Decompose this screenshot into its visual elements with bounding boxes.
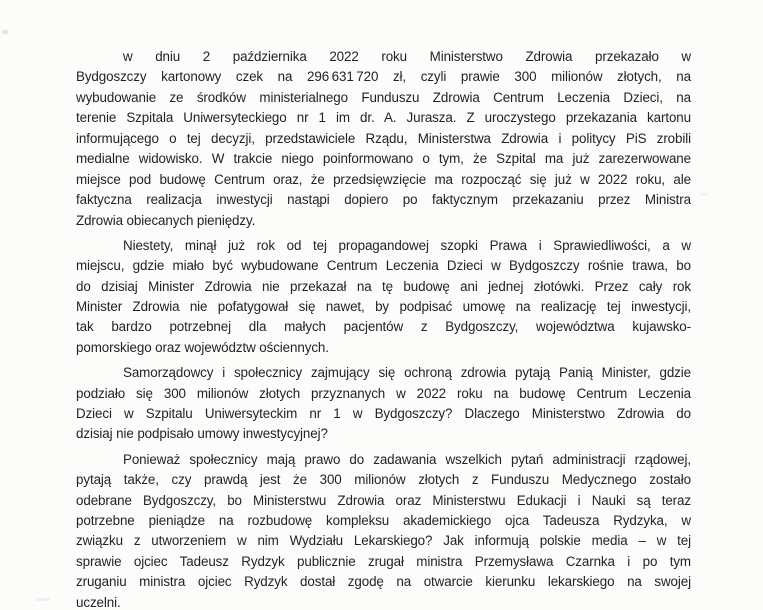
text-line: Zdrowia obiecanych pieniędzy. bbox=[76, 212, 256, 228]
text-line: Samorządowcy i społecznicy zajmujący się ochroną zdrowia pytają Panią Minister, gdzie bbox=[123, 365, 691, 381]
text-line: tak bardzo potrzebnej dla małych pacjentów z Bydgoszczy, województwa kujawsko- bbox=[76, 319, 691, 335]
text-line: miejscu, gdzie miało być wybudowane Centrum Leczenia Dzieci w Bydgoszczy rośnie trawa, bo bbox=[76, 258, 691, 274]
text-line: miejsce pod budowę Centrum oraz, że przedsięwzięcie ma rozpocząć się już w 2022 roku, ale bbox=[76, 171, 691, 187]
text-line: informującego o tej decyzji, przedstawiciele Rządu, Ministerstwa Zdrowia i politycy PiS zrobili bbox=[76, 130, 691, 146]
paragraph-2 bbox=[76, 236, 691, 359]
text-line: wybudowanie ze środków ministerialnego Funduszu Zdrowia Centrum Leczenia Dzieci, na bbox=[76, 89, 691, 105]
text-line: Niestety, minął już rok od tej propagandowej szopki Prawa i Sprawiedliwości, a w bbox=[123, 237, 691, 253]
text-line: w dniu 2 października 2022 roku Ministerstwo Zdrowia przekazało w bbox=[123, 49, 691, 64]
text-line: terenie Szpitala Uniwersyteckiego nr 1 im dr. A. Jurasza. Z uroczystego przekazania kartonu bbox=[76, 110, 691, 126]
document-body bbox=[76, 47, 691, 610]
text-line: medialne widowisko. W trakcie niego poinformowano o tym, że Szpital ma już zarezerwowane bbox=[76, 151, 691, 167]
scan-artifact bbox=[700, 193, 708, 196]
text-line: podziało się 300 milionów złotych przyznanych w 2022 roku na budowę Centrum Leczenia bbox=[76, 385, 691, 401]
text-line: Bydgoszczy kartonowy czek na 296 631 720 zł, czyli prawie 300 milionów złotych, na bbox=[76, 69, 691, 85]
text-line: sprawie ojciec Tadeusz Rydzyk publicznie zrugał ministra Przemysława Czarnka i po tym bbox=[76, 553, 691, 569]
text-line: związku z utworzeniem w nim Wydziału Lekarskiego? Jak informują polskie media – w tej bbox=[76, 533, 691, 549]
paragraph-1 bbox=[76, 47, 691, 231]
text-line: odebrane Bydgoszczy, bo Ministerstwu Zdrowia oraz Ministerstwu Edukacji i Nauki są teraz bbox=[76, 492, 691, 508]
scan-artifact bbox=[2, 30, 8, 34]
paragraph-4 bbox=[76, 450, 691, 610]
text-line: uczelni. bbox=[76, 594, 121, 610]
text-line: zruganiu ministra ojciec Rydzyk dostał zgodę na otwarcie kierunku lekarskiego na swojej bbox=[76, 574, 691, 590]
text-line: do dzisiaj Minister Zdrowia nie przekazał na tę budowę ani jednej złotówki. Przez cały rok bbox=[76, 278, 691, 294]
text-line: potrzebne pieniądze na rozbudowę kompleksu akademickiego ojca Tadeusza Rydzyka, w bbox=[76, 513, 691, 529]
text-line: pytają także, czy prawdą jest że 300 milionów złotych z Funduszu Medycznego zostało bbox=[76, 472, 691, 488]
text-line: faktyczna realizacja inwestycji nastąpi dopiero po faktycznym przekazaniu przez Ministra bbox=[76, 192, 691, 208]
paragraph-3 bbox=[76, 363, 691, 445]
text-line: Dzieci w Szpitalu Uniwersyteckim nr 1 w Bydgoszczy? Dlaczego Ministerstwo Zdrowia do bbox=[76, 406, 691, 422]
text-line: Ponieważ społecznicy mają prawo do zadawania wszelkich pytań administracji rządowej, bbox=[123, 451, 691, 467]
text-line: dzisiaj nie podpisało umowy inwestycyjnej? bbox=[76, 426, 328, 442]
text-line: pomorskiego oraz województw ościennych. bbox=[76, 339, 329, 355]
text-line: Minister Zdrowia nie pofatygował się nawet, by podpisać umowę na realizację tej inwestycji, bbox=[76, 299, 691, 315]
scan-artifact bbox=[36, 598, 50, 601]
